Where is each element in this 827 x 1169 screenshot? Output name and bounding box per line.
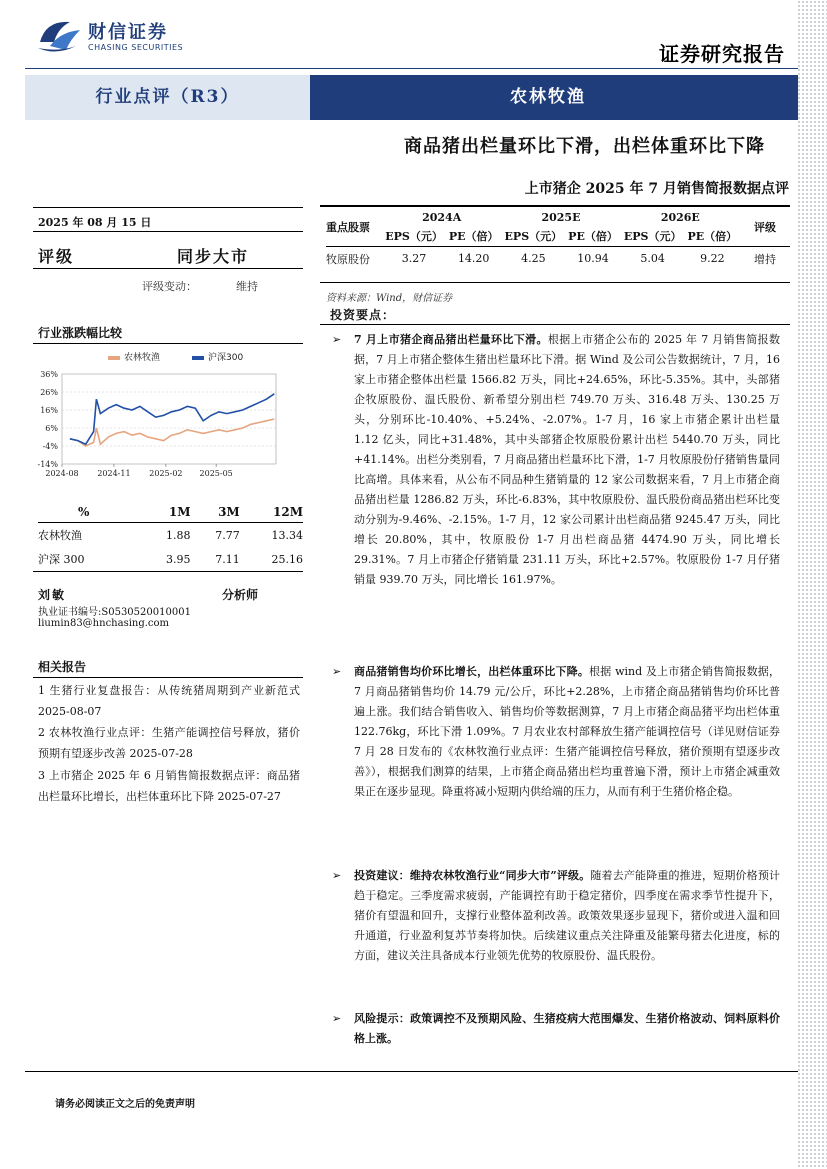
perf-cell: 1.88 [165,528,191,542]
perf-header-cell: 12M [240,502,303,523]
key-point-text: 根据 wind 及上市猪企销售简报数据，7 月商品猪销售均价 14.79 元/公斤，环比+2.28%，上市猪企商品猪销售均价环比普遍上涨。我们结合销售收入、销售均价等数据测算，7 月上市猪企商品猪平均出栏体重 122.76kg，环比下滑 1.09%。7 月农业农村部释放生猪产能调控信号（详见财信证券 7 月 28 日发布的《农林牧渔行业点评：生猪产能调控信号释放，猪价预期有望逐步改善》），根据我们测算的结果，上市猪企商品猪出栏均重普遍下滑，预计上市猪企减重效果正在逐步显现。降重将减小短期内供给端的压力，从而有利于生猪价格企稳。 [354,665,780,798]
key-point [332,662,780,802]
key-point-lead: 投资建议：维持农林牧渔行业“同步大市”评级。 [354,869,591,882]
perf-header-cell: 1M [141,502,190,523]
logo-text: 财信证券 [88,22,168,43]
x-tick-label: 2025-02 [149,469,183,478]
estimates-metric-header: EPS（元） [385,229,443,243]
perf-cell: 7.77 [215,528,240,542]
estimates-table [326,208,790,271]
legend-swatch [192,356,204,360]
related-report-item[interactable]: 2 农林牧渔行业点评：生猪产能调控信号释放，猪价预期有望逐步改善 2025-07-28 [38,726,300,760]
report-date: 2025 年 08 月 15 日 [38,216,152,229]
series-line-csi300 [70,394,274,444]
perf-cell: 农林牧渔 [38,529,82,542]
chart-heading-rule [33,343,303,344]
perf-header-cell: 3M [190,502,239,523]
estimates-metric-header: PE（倍） [568,229,618,243]
key-point [332,330,780,590]
estimates-bottom-rule [320,282,790,283]
x-tick-label: 2024-08 [45,469,79,478]
report-type: 证券研究报告 [659,42,785,66]
estimates-cell: 4.25 [521,252,546,265]
legend-swatch [108,356,120,360]
series-line-agri [70,419,274,446]
bullet-arrow-icon: ➢ [332,869,342,882]
estimates-year-header: 2026E [660,210,700,224]
legend-label: 沪深300 [208,353,244,363]
estimates-metric-row [326,226,790,246]
header-divider [25,68,798,69]
key-point-lead: 风险提示：政策调控不及预期风险、生猪疫病大范围爆发、生猪价格波动、饲料原料价格上涨。 [354,1012,780,1045]
related-report-item[interactable]: 1 生猪行业复盘报告：从传统猪周期到产业新范式 2025-08-07 [38,684,300,718]
performance-table-header [38,502,303,523]
table-row [38,523,303,548]
key-point [332,866,780,966]
estimates-cell: 增持 [754,252,776,266]
perf-table-bottom-rule [33,571,303,572]
estimates-cell: 10.94 [577,252,609,265]
estimates-year-header: 2025E [541,210,581,224]
report-title: 商品猪出栏量环比下滑，出栏体重环比下降 [404,136,765,157]
rating-value: 同步大市 [177,247,250,266]
analyst-email[interactable]: liumin83@hnchasing.com [38,618,170,629]
x-tick-label: 2025-05 [199,469,233,478]
key-point-lead: 7 月上市猪企商品猪出栏量环比下滑。 [354,333,548,346]
estimates-cell: 14.20 [457,252,490,265]
key-point-text: 随着去产能降重的推进，短期价格预计趋于稳定。三季度需求疲弱，产能调控有助于稳定猪价，四季度在需求季节性提升下，猪价有望温和回升，支撑行业整体盈利改善。政策效果逐步显现下，猪价或进入温和回升通道，行业盈利复苏节奏将加快。后续建议重点关注降重及能繁母猪去化进度，标的方面，建议关注具备成本行业领先优势的牧原股份、温氏股份。 [354,869,780,962]
rating-change-value: 维持 [236,280,258,293]
footer-divider [25,1071,798,1072]
page-edge-pattern [797,0,827,1169]
key-point-text: 根据上市猪企公布的 2025 年 7 月销售简报数据，7 月上市猪企整体生猪出栏量环比下滑。据 Wind 及公司公告数据统计，7 月，16 家上市猪企整体出栏量 1566.82 万头，同比+24.65%，环比-5.35%。其中，头部猪企牧原股份、温氏股份、新希望分别出栏 749.70 万头、316.48 万头、130.25 万头，分别环比-10.40%、+5.24%、-2.07%。1-7 月，16 家上市猪企累计出栏量 1.12 亿头，同比+31.48%，其中头部猪企牧原股份累计出栏 5440.70 万头，同比+41.14%。出栏分类别看，7 月商品猪出栏量环比下滑，1-7 月牧原股份仔猪销售量同比高增。具体来看，从公布不同品种生猪销量的 12 家公司数据来看，7 月上市猪企商品猪出栏量 1286.82 万头，环比-6.83%，其中牧原股份、温氏股份商品猪出栏环比变动分别为-9.46%、-2.15%。1-7 月，12 家公司累计出栏商品猪 9245.47 万头，同比增长 20.80%，其中，牧原股份 1-7 月出栏商品猪 4474.90 万头，同比增长 29.31%。7 月上市猪企仔猪销量 231.11 万头，环比+2.57%。牧原股份 1-7 月仔猪销量 939.70 万头，同比增长 161.97%。 [354,333,780,586]
perf-cell: 7.11 [215,552,240,566]
estimates-stock-header: 重点股票 [326,220,370,234]
rating-label: 评级 [38,247,75,266]
x-tick-label: 2024-11 [97,469,131,478]
related-report-item[interactable]: 3 上市猪企 2025 年 6 月销售简报数据点评：商品猪出栏量环比增长，出栏体重环比下降 2025-07-27 [38,769,300,803]
category-band [25,75,310,120]
legend-label: 农林牧渔 [124,353,161,363]
bullet-arrow-icon: ➢ [332,1012,342,1025]
perf-cell: 25.16 [271,552,303,566]
perf-cell: 13.34 [271,528,303,542]
key-points-rule [320,324,790,325]
estimates-cell: 3.27 [401,252,427,265]
table-row [38,547,303,571]
estimates-top-rule [320,205,790,207]
footer-disclaimer[interactable]: 请务必阅读正文之后的免责声明 [55,1099,195,1110]
performance-table [38,502,303,571]
analyst-name: 刘敏 [38,588,67,602]
report-subtitle: 上市猪企 2025 年 7 月销售简报数据点评 [524,181,789,197]
y-tick-label: 16% [40,406,58,415]
estimates-metric-header: PE（倍） [687,229,738,243]
chart-heading: 行业涨跌幅比较 [38,326,123,340]
perf-header-cell: % [38,502,141,523]
estimates-cell: 牧原股份 [326,252,370,266]
estimates-cell: 5.04 [640,252,665,265]
related-heading-rule [33,677,303,678]
table-row [326,246,790,271]
report-category: 行业点评（R3） [95,87,240,107]
company-logo-icon [36,16,82,56]
estimates-metric-header: EPS（元） [504,229,563,243]
bullet-arrow-icon: ➢ [332,665,342,678]
source-note: 资料来源：Wind，财信证券 [326,293,453,304]
key-point [332,1009,780,1049]
sidebar-top-rule [33,207,303,208]
estimates-year-header: 2024A [422,210,462,224]
y-tick-label: 26% [40,388,58,397]
analyst-certificate: 执业证书编号:S0530520010001 [38,607,191,618]
perf-cell: 沪深 300 [38,553,85,566]
estimates-metric-header: EPS（元） [623,229,682,243]
estimates-rating-header: 评级 [754,220,776,234]
related-reports-heading: 相关报告 [38,660,87,674]
industry-band [310,75,798,120]
estimates-metric-header: PE（倍） [448,229,499,243]
estimates-cell: 9.22 [700,252,725,265]
y-tick-label: 36% [40,370,58,379]
perf-cell: 3.95 [165,552,191,566]
key-point-lead: 商品猪销售均价环比增长，出栏体重环比下降。 [354,665,590,678]
date-rule [33,231,303,232]
performance-chart [30,350,282,484]
key-points-heading: 投资要点： [330,308,396,322]
bullet-arrow-icon: ➢ [332,333,342,346]
rating-change-label: 评级变动： [142,280,197,293]
estimates-year-row [326,208,790,226]
rating-rule [33,268,303,269]
industry-name: 农林牧渔 [510,87,586,107]
analyst-role: 分析师 [222,588,259,602]
y-tick-label: -4% [42,442,58,451]
logo-english-text: CHASING SECURITIES [88,43,184,52]
y-tick-label: -14% [37,460,58,469]
y-tick-label: 6% [45,424,58,433]
